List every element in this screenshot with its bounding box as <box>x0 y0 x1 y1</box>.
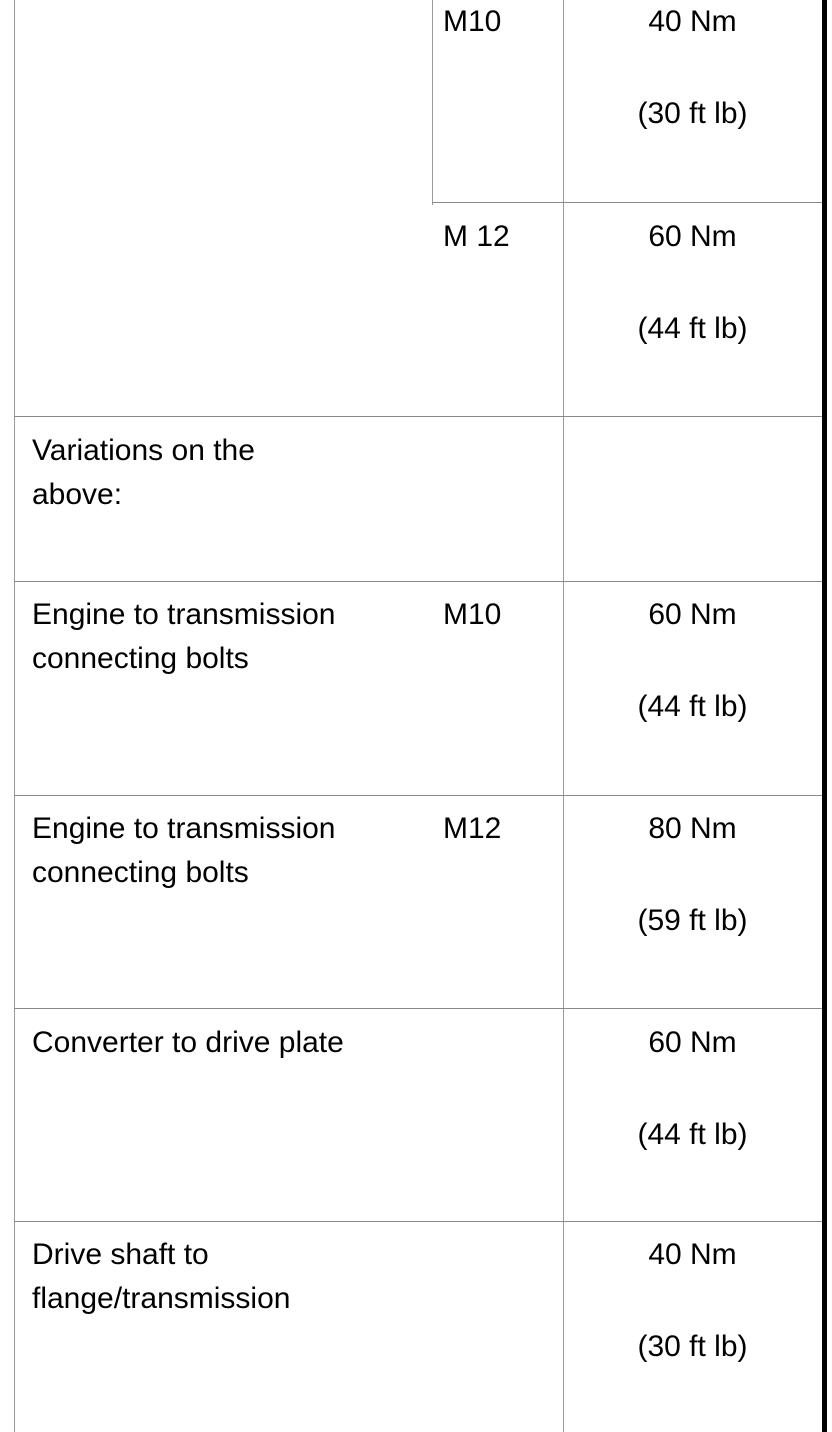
row-description: Drive shaft to flange/transmission <box>32 1238 291 1315</box>
row-divider <box>14 1008 822 1009</box>
torque-ftlb: (30 ft lb) <box>637 97 748 130</box>
torque-value <box>563 0 822 136</box>
row-divider <box>14 416 822 417</box>
torque-ftlb: (44 ft lb) <box>637 312 748 345</box>
column-divider-size <box>432 0 433 205</box>
bolt-size: M10 <box>443 5 502 38</box>
row-divider <box>432 202 822 203</box>
row-description: Engine to transmission connecting bolts <box>32 812 336 889</box>
torque-value <box>563 593 822 729</box>
row-description: Engine to transmission connecting bolts <box>32 598 336 675</box>
torque-nm: 40 Nm <box>648 5 737 38</box>
torque-value <box>563 1233 822 1369</box>
torque-nm: 80 Nm <box>648 812 737 845</box>
torque-ftlb: (44 ft lb) <box>637 1118 748 1151</box>
table-left-border <box>14 0 15 1432</box>
torque-value <box>563 215 822 351</box>
row-description: Converter to drive plate <box>32 1026 344 1059</box>
torque-nm: 60 Nm <box>648 220 737 253</box>
torque-nm: 60 Nm <box>648 1026 737 1059</box>
torque-ftlb: (59 ft lb) <box>637 904 748 937</box>
torque-ftlb: (44 ft lb) <box>637 690 748 723</box>
torque-nm: 60 Nm <box>648 598 737 631</box>
torque-nm: 40 Nm <box>648 1238 737 1271</box>
bolt-size: M12 <box>443 812 502 845</box>
torque-ftlb: (30 ft lb) <box>637 1330 748 1363</box>
row-divider <box>14 795 822 796</box>
row-description: Variations on the above: <box>32 434 255 511</box>
row-divider <box>14 581 822 582</box>
torque-value <box>563 807 822 943</box>
torque-value <box>563 1021 822 1157</box>
row-divider <box>14 1221 822 1222</box>
table-right-border <box>822 0 827 1432</box>
bolt-size: M 12 <box>443 220 510 253</box>
bolt-size: M10 <box>443 598 502 631</box>
